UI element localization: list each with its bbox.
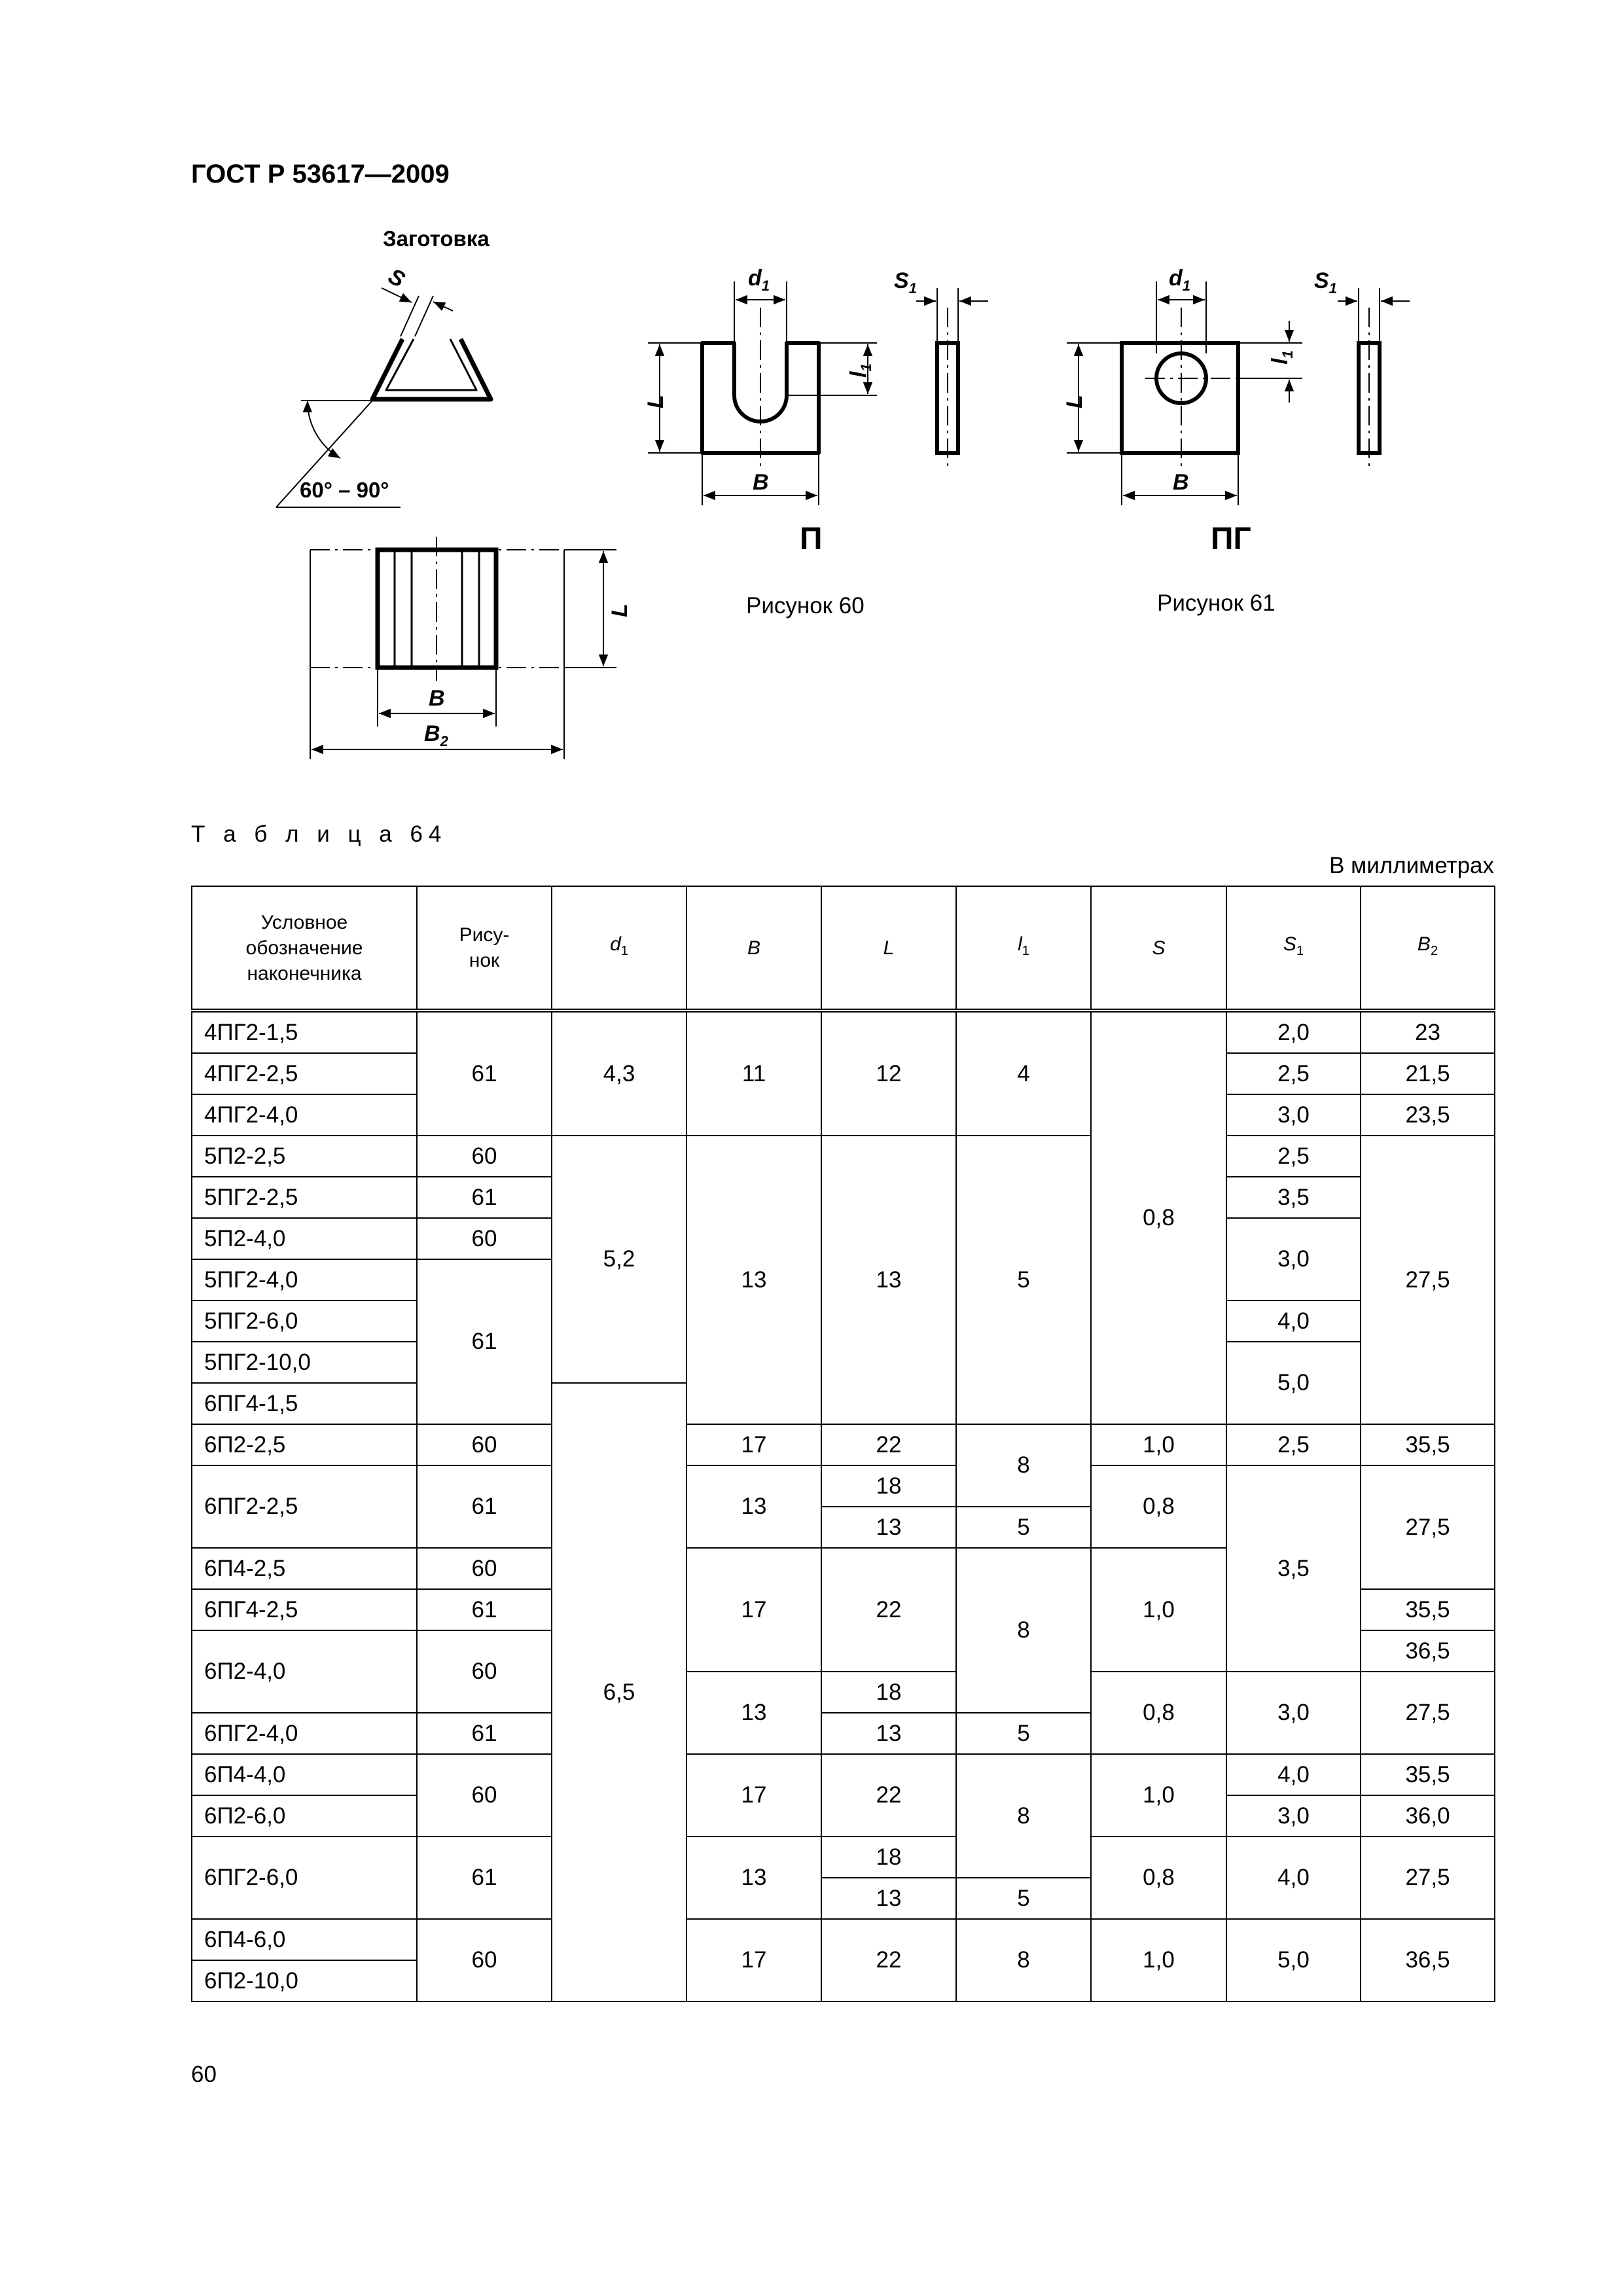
cell-name: 5ПГ2-2,5 bbox=[192, 1177, 417, 1218]
blank-dim-b: B bbox=[429, 686, 445, 711]
cell-name: 5ПГ2-4,0 bbox=[192, 1259, 417, 1300]
cell-s1: 5,0 bbox=[1226, 1919, 1361, 2001]
cell-figure: 60 bbox=[417, 1218, 552, 1259]
cell-l1: 5 bbox=[956, 1507, 1091, 1548]
header-s: S bbox=[1091, 886, 1226, 1011]
cell-s1: 2,5 bbox=[1226, 1053, 1361, 1094]
fig60-dim-d1: $d_1$ bbox=[748, 266, 770, 294]
cell-l: 13 bbox=[821, 1507, 956, 1548]
cell-figure: 60 bbox=[417, 1919, 552, 2001]
cell-l: 18 bbox=[821, 1837, 956, 1878]
cell-name: 6ПГ2-2,5 bbox=[192, 1465, 417, 1548]
cell-l1: 8 bbox=[956, 1754, 1091, 1878]
cell-name: 5П2-4,0 bbox=[192, 1218, 417, 1259]
cell-b: 13 bbox=[687, 1136, 821, 1424]
document-code: ГОСТ Р 53617—2009 bbox=[191, 160, 450, 188]
cell-b: 11 bbox=[687, 1011, 821, 1136]
cell-b2: 35,5 bbox=[1361, 1589, 1495, 1630]
cell-s1: 3,0 bbox=[1226, 1672, 1361, 1754]
cell-s: 0,8 bbox=[1091, 1837, 1226, 1919]
cell-figure: 61 bbox=[417, 1465, 552, 1548]
cell-figure: 60 bbox=[417, 1424, 552, 1465]
fig60-dim-l: L bbox=[643, 395, 668, 408]
fig61-dim-b: B bbox=[1173, 470, 1189, 495]
cell-s: 1,0 bbox=[1091, 1548, 1226, 1672]
table-units: В миллиметрах bbox=[1329, 853, 1494, 878]
cell-s1: 4,0 bbox=[1226, 1837, 1361, 1919]
cell-s1: 2,5 bbox=[1226, 1424, 1361, 1465]
cell-s1: 2,5 bbox=[1226, 1136, 1361, 1177]
spec-table bbox=[191, 886, 1495, 2002]
fig60-dim-s1: $S_1$ bbox=[894, 268, 917, 296]
cell-figure: 60 bbox=[417, 1754, 552, 1837]
cell-b: 17 bbox=[687, 1754, 821, 1837]
blank-angle-label: 60° – 90° bbox=[300, 478, 389, 502]
header-designation: Условное обозначение наконечника bbox=[192, 886, 417, 1011]
table-row bbox=[192, 1465, 1495, 1507]
cell-b: 13 bbox=[687, 1837, 821, 1919]
cell-l: 13 bbox=[821, 1878, 956, 1919]
technical-drawings bbox=[0, 0, 1623, 785]
cell-b2: 23,5 bbox=[1361, 1094, 1495, 1136]
cell-d1: 6,5 bbox=[552, 1383, 687, 2001]
cell-l1: 8 bbox=[956, 1919, 1091, 2001]
table-row bbox=[192, 1754, 1495, 1795]
blank-figure bbox=[276, 288, 616, 759]
cell-b: 17 bbox=[687, 1548, 821, 1672]
header-s1: $S_1$ bbox=[1226, 886, 1361, 1011]
header-b: B bbox=[687, 886, 821, 1011]
cell-name: 6П2-10,0 bbox=[192, 1960, 417, 2001]
cell-s: 1,0 bbox=[1091, 1424, 1226, 1465]
cell-s1: 4,0 bbox=[1226, 1754, 1361, 1795]
cell-s: 1,0 bbox=[1091, 1754, 1226, 1837]
cell-figure: 61 bbox=[417, 1259, 552, 1424]
fig61-dim-l1: $l_1$ bbox=[1268, 350, 1296, 365]
cell-b2: 27,5 bbox=[1361, 1672, 1495, 1754]
table-caption: Т а б л и ц а 64 bbox=[191, 821, 448, 847]
blank-title: Заготовка bbox=[383, 226, 490, 251]
cell-b2: 36,0 bbox=[1361, 1795, 1495, 1837]
cell-s1: 3,0 bbox=[1226, 1795, 1361, 1837]
cell-l: 18 bbox=[821, 1465, 956, 1507]
cell-name: 5ПГ2-10,0 bbox=[192, 1342, 417, 1383]
cell-name: 6ПГ4-2,5 bbox=[192, 1589, 417, 1630]
cell-b2: 35,5 bbox=[1361, 1754, 1495, 1795]
table-row bbox=[192, 1919, 1495, 1960]
cell-l1: 4 bbox=[956, 1011, 1091, 1136]
cell-l1: 5 bbox=[956, 1878, 1091, 1919]
cell-s1: 4,0 bbox=[1226, 1300, 1361, 1342]
cell-s1: 3,5 bbox=[1226, 1177, 1361, 1218]
blank-dim-b2: $B_2$ bbox=[424, 721, 448, 749]
table-row bbox=[192, 1837, 1495, 1878]
cell-l: 12 bbox=[821, 1011, 956, 1136]
cell-l: 13 bbox=[821, 1136, 956, 1424]
cell-name: 6П2-6,0 bbox=[192, 1795, 417, 1837]
page-number: 60 bbox=[191, 2062, 217, 2087]
cell-b2: 36,5 bbox=[1361, 1630, 1495, 1672]
table-row bbox=[192, 1136, 1495, 1177]
cell-s: 0,8 bbox=[1091, 1465, 1226, 1548]
header-l1: $l_1$ bbox=[956, 886, 1091, 1011]
fig61-dim-s1: $S_1$ bbox=[1314, 268, 1337, 296]
cell-b2: 27,5 bbox=[1361, 1136, 1495, 1424]
cell-figure: 61 bbox=[417, 1589, 552, 1630]
cell-figure: 61 bbox=[417, 1713, 552, 1754]
cell-name: 5ПГ2-6,0 bbox=[192, 1300, 417, 1342]
cell-d1: 4,3 bbox=[552, 1011, 687, 1136]
cell-figure: 60 bbox=[417, 1630, 552, 1713]
cell-s1: 5,0 bbox=[1226, 1342, 1361, 1424]
cell-figure: 60 bbox=[417, 1548, 552, 1589]
cell-name: 4ПГ2-1,5 bbox=[192, 1011, 417, 1053]
figure-61-drawing bbox=[1067, 281, 1410, 505]
cell-name: 6ПГ2-4,0 bbox=[192, 1713, 417, 1754]
cell-s1: 3,0 bbox=[1226, 1094, 1361, 1136]
cell-name: 6П2-4,0 bbox=[192, 1630, 417, 1713]
table-row bbox=[192, 1424, 1495, 1465]
cell-s1: 2,0 bbox=[1226, 1011, 1361, 1053]
header-l: L bbox=[821, 886, 956, 1011]
header-d1: $d_1$ bbox=[552, 886, 687, 1011]
cell-l: 13 bbox=[821, 1713, 956, 1754]
blank-dim-s: S bbox=[383, 263, 409, 293]
cell-name: 6П4-2,5 bbox=[192, 1548, 417, 1589]
cell-figure: 61 bbox=[417, 1011, 552, 1136]
cell-l: 22 bbox=[821, 1754, 956, 1837]
cell-s: 1,0 bbox=[1091, 1919, 1226, 2001]
cell-b2: 36,5 bbox=[1361, 1919, 1495, 2001]
cell-l: 22 bbox=[821, 1548, 956, 1672]
cell-b2: 27,5 bbox=[1361, 1837, 1495, 1919]
cell-figure: 61 bbox=[417, 1177, 552, 1218]
header-figure: Рису- нок bbox=[417, 886, 552, 1011]
cell-l: 18 bbox=[821, 1672, 956, 1713]
fig61-type-label: ПГ bbox=[1211, 522, 1251, 556]
cell-name: 6П4-6,0 bbox=[192, 1919, 417, 1960]
cell-b: 17 bbox=[687, 1919, 821, 2001]
header-b2: $B_2$ bbox=[1361, 886, 1495, 1011]
fig61-dim-l: L bbox=[1062, 395, 1087, 408]
figure-60-drawing bbox=[648, 281, 988, 505]
fig61-caption: Рисунок 61 bbox=[1157, 590, 1275, 616]
cell-b: 13 bbox=[687, 1465, 821, 1548]
cell-name: 4ПГ2-2,5 bbox=[192, 1053, 417, 1094]
cell-b2: 35,5 bbox=[1361, 1424, 1495, 1465]
cell-s: 0,8 bbox=[1091, 1672, 1226, 1754]
cell-b2: 21,5 bbox=[1361, 1053, 1495, 1094]
fig61-dim-d1: $d_1$ bbox=[1169, 266, 1191, 294]
table-header-row bbox=[192, 886, 1495, 1011]
cell-name: 6ПГ2-6,0 bbox=[192, 1837, 417, 1919]
cell-figure: 61 bbox=[417, 1837, 552, 1919]
blank-dim-l: L bbox=[607, 603, 632, 617]
cell-b2: 27,5 bbox=[1361, 1465, 1495, 1589]
cell-s1: 3,0 bbox=[1226, 1218, 1361, 1300]
fig60-dim-b: B bbox=[753, 470, 769, 495]
cell-name: 4ПГ2-4,0 bbox=[192, 1094, 417, 1136]
cell-name: 6П2-2,5 bbox=[192, 1424, 417, 1465]
fig60-type-label: П bbox=[800, 522, 823, 556]
cell-l: 22 bbox=[821, 1424, 956, 1465]
cell-d1: 5,2 bbox=[552, 1136, 687, 1383]
cell-l1: 5 bbox=[956, 1713, 1091, 1754]
cell-figure: 60 bbox=[417, 1136, 552, 1177]
cell-name: 6ПГ4-1,5 bbox=[192, 1383, 417, 1424]
table-row bbox=[192, 1011, 1495, 1053]
cell-b: 17 bbox=[687, 1424, 821, 1465]
cell-l1: 8 bbox=[956, 1548, 1091, 1713]
cell-s1: 3,5 bbox=[1226, 1465, 1361, 1672]
cell-l1: 8 bbox=[956, 1424, 1091, 1507]
fig60-dim-l1: $l_1$ bbox=[846, 363, 874, 378]
cell-name: 5П2-2,5 bbox=[192, 1136, 417, 1177]
cell-name: 6П4-4,0 bbox=[192, 1754, 417, 1795]
fig60-caption: Рисунок 60 bbox=[746, 593, 865, 619]
cell-b2: 23 bbox=[1361, 1011, 1495, 1053]
cell-l: 22 bbox=[821, 1919, 956, 2001]
cell-l1: 5 bbox=[956, 1136, 1091, 1424]
cell-b: 13 bbox=[687, 1672, 821, 1754]
cell-s: 0,8 bbox=[1091, 1011, 1226, 1424]
